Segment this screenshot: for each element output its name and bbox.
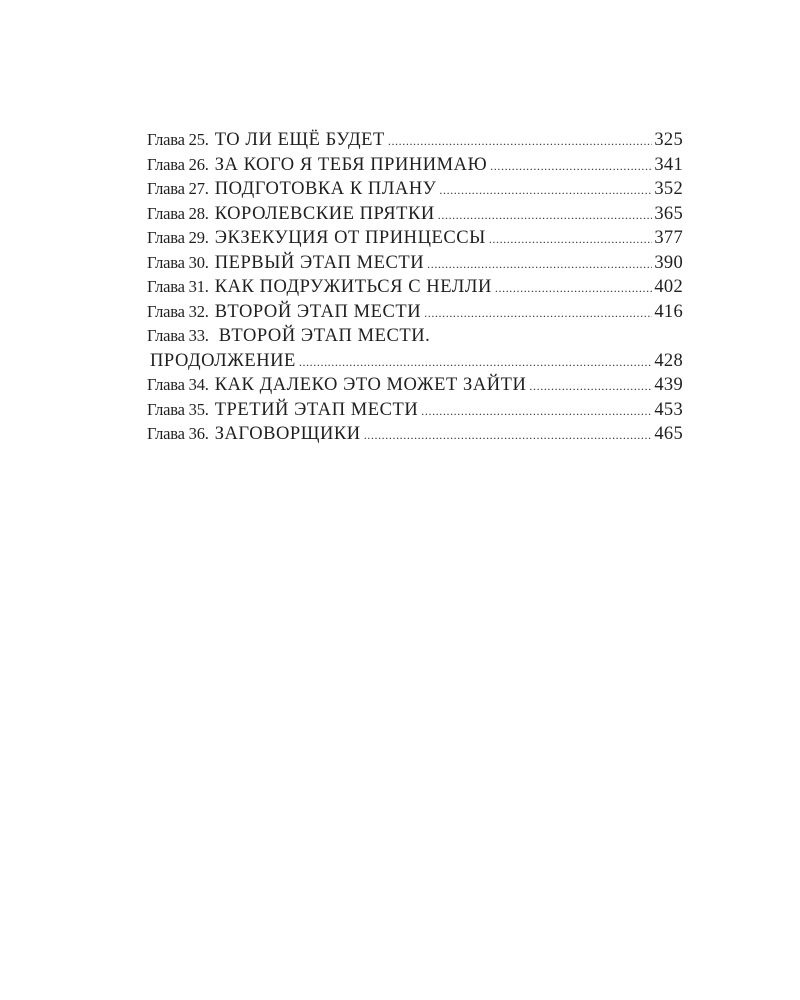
chapter-label: Глава 35. (147, 399, 209, 419)
page-number: 465 (654, 424, 683, 444)
chapter-title: КАК ДАЛЕКО ЭТО МОЖЕТ ЗАЙТИ (214, 375, 527, 395)
chapter-label: Глава 32. (147, 301, 209, 321)
toc-entry-first-line (147, 324, 683, 349)
toc-entry-chapter-28 (147, 202, 683, 227)
toc-entry-chapter-29 (147, 226, 683, 251)
dot-leader (421, 399, 652, 424)
page-number: 377 (654, 228, 683, 248)
dot-leader (489, 227, 653, 252)
dot-leader (388, 129, 653, 154)
dot-leader (439, 178, 652, 203)
chapter-title: ТО ЛИ ЕЩЁ БУДЕТ (214, 130, 385, 150)
toc-entry-chapter-33 (147, 324, 683, 373)
toc-entry-chapter-34 (147, 373, 683, 398)
chapter-label: Глава 26. (147, 154, 209, 174)
chapter-title: ТРЕТИЙ ЭТАП МЕСТИ (214, 399, 419, 420)
toc-entry-chapter-32 (147, 300, 683, 325)
chapter-label: Глава 27. (147, 179, 209, 198)
chapter-label: Глава 34. (147, 375, 209, 394)
chapter-title-continuation: ПРОДОЛЖЕНИЕ (150, 350, 296, 371)
chapter-title: ВТОРОЙ ЭТАП МЕСТИ (214, 301, 422, 322)
page-number: 341 (654, 154, 683, 175)
dot-leader (438, 203, 653, 228)
page-number: 416 (654, 301, 683, 322)
chapter-title: ПЕРВЫЙ ЭТАП МЕСТИ (214, 252, 425, 273)
toc-entry-chapter-30 (147, 251, 683, 276)
table-of-contents (147, 128, 683, 447)
page-number: 325 (654, 130, 683, 150)
chapter-title: КОРОЛЕВСКИЕ ПРЯТКИ (214, 203, 435, 224)
toc-entry-chapter-26 (147, 153, 683, 178)
dot-leader (529, 374, 652, 399)
toc-entry-chapter-36 (147, 422, 683, 447)
toc-entry-chapter-25 (147, 128, 683, 153)
page-number: 453 (654, 399, 683, 420)
chapter-title: ЭКЗЕКУЦИЯ ОТ ПРИНЦЕССЫ (214, 228, 486, 248)
page-number: 439 (654, 375, 683, 395)
dot-leader (364, 423, 653, 448)
dot-leader (299, 350, 652, 375)
toc-entry-chapter-31 (147, 275, 683, 300)
chapter-label: Глава 25. (147, 130, 209, 149)
chapter-label: Глава 29. (147, 228, 209, 247)
page-number: 390 (654, 252, 683, 273)
chapter-label: Глава 30. (147, 252, 209, 272)
dot-leader (427, 252, 652, 277)
chapter-label: Глава 31. (147, 277, 209, 296)
dot-leader (424, 301, 652, 326)
toc-entry-chapter-27 (147, 177, 683, 202)
page-number: 352 (654, 179, 683, 199)
chapter-label: Глава 36. (147, 424, 209, 443)
page-number: 428 (654, 350, 683, 371)
chapter-title: ЗА КОГО Я ТЕБЯ ПРИНИМАЮ (214, 154, 488, 175)
dot-leader (490, 154, 652, 179)
page-number: 402 (654, 277, 683, 297)
page-number: 365 (654, 203, 683, 224)
chapter-label: Глава 33. (147, 326, 209, 345)
chapter-title: ПОДГОТОВКА К ПЛАНУ (214, 179, 437, 199)
toc-entry-continuation-line (147, 349, 683, 374)
chapter-label: Глава 28. (147, 203, 209, 223)
chapter-title: ЗАГОВОРЩИКИ (214, 424, 361, 444)
chapter-title: КАК ПОДРУЖИТЬСЯ С НЕЛЛИ (214, 277, 492, 297)
dot-leader (495, 276, 652, 301)
toc-entry-chapter-35 (147, 398, 683, 423)
chapter-title: ВТОРОЙ ЭТАП МЕСТИ. (218, 326, 431, 346)
